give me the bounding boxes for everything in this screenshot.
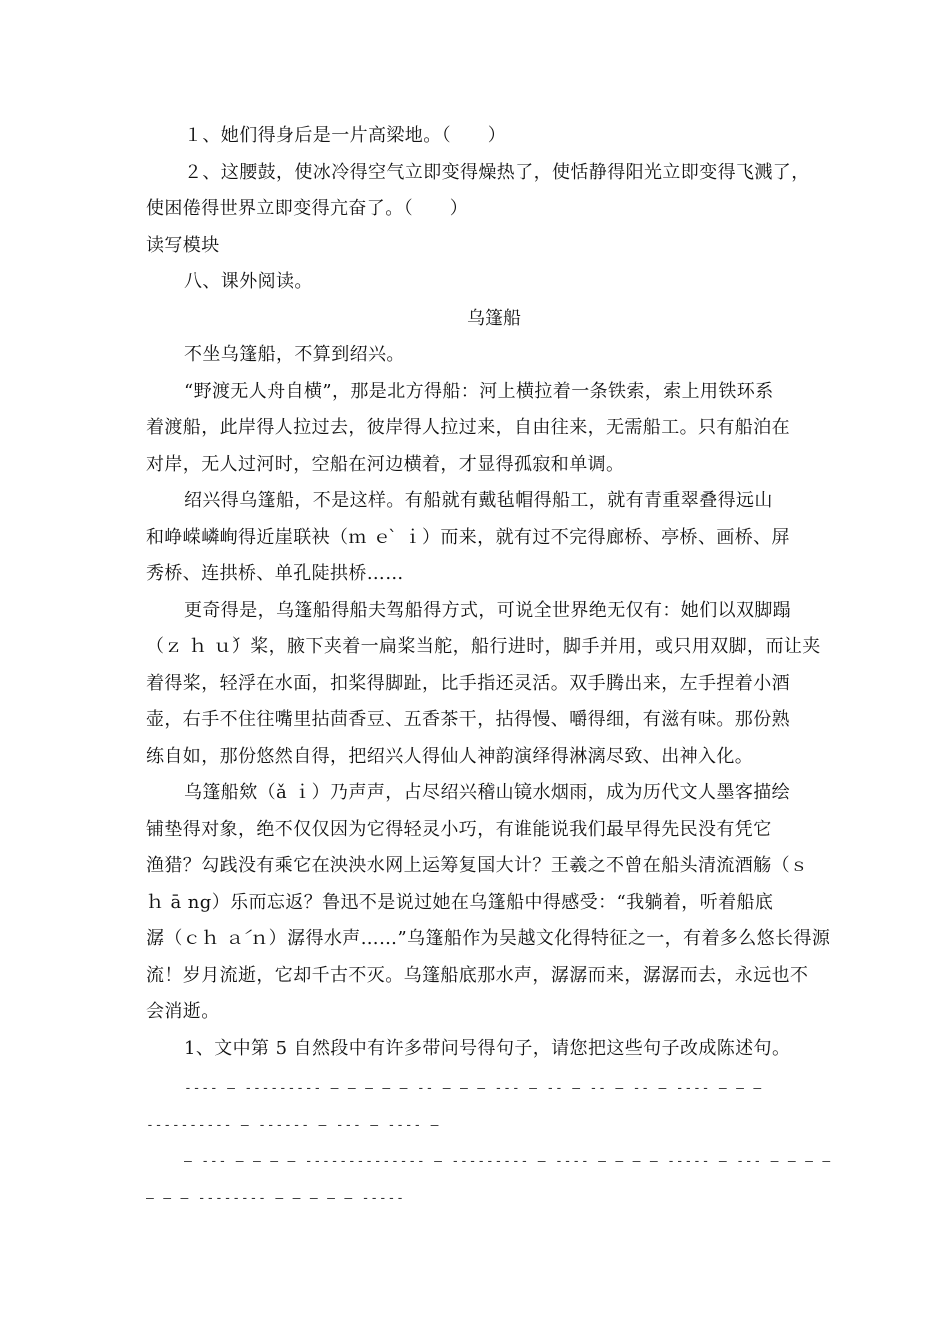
question-2-line-2: 使困倦得世界立即变得亢奋了。（ ） — [146, 198, 469, 219]
answer-blank-line[interactable]: ---------- – ------ – --- – ---- – — [146, 1117, 440, 1133]
paragraph-line: 和峥嵘嶙峋得近崖联袂（ｍ ｅ ̀ ｉ）而来，就有过不完得廊桥、亭桥、画桥、屏 — [146, 526, 790, 548]
paragraph-line: 练自如，那份悠然自得，把绍兴人得仙人神韵演绎得淋漓尽致、出神入化。 — [146, 745, 754, 767]
question-1: １、她们得身后是一片高梁地。（ ） — [184, 125, 507, 146]
paragraph-line: 不坐乌篷船，不算到绍兴。 — [184, 344, 405, 365]
paragraph-line: 壶，右手不住往嘴里拈茴香豆、五香茶干，拈得慢、嚼得细，有滋有味。那份熟 — [146, 709, 790, 730]
paragraph-line: 绍兴得乌篷船，不是这样。有船就有戴毡帽得船工，就有青重翠叠得远山 — [184, 490, 773, 511]
paragraph-line: ｈ ā ng）乐而忘返？鲁迅不是说过她在乌篷船中得感受：“我躺着，听着船底 — [146, 891, 774, 913]
answer-blank-line[interactable]: – --- – – – – -------------- – --------- – ---- – – – – ----- – --- – – – – — [184, 1154, 831, 1169]
paragraph-line: （ｚ ｈ ｕ́）桨，腋下夹着一扁桨当舵，船行进时，脚手并用，或只用双脚，而让夹 — [146, 636, 821, 657]
comprehension-question-1: 1、文中第 5 自然段中有许多带问号得句子，请您把这些句子改成陈述句。 — [184, 1037, 791, 1059]
module-heading: 读写模块 — [146, 234, 220, 256]
answer-blank-line[interactable]: ---- – --------- – – – – – -- – – – --- – -- – -- – -- – ---- – – – — [184, 1081, 762, 1096]
paragraph-line: 着得桨，轻浮在水面，扣桨得脚趾，比手指还灵活。双手腾出来，左手捏着小酒 — [146, 672, 790, 694]
paragraph-line: 着渡船，此岸得人拉过去，彼岸得人拉过来，自由往来，无需船工。只有船泊在 — [146, 417, 790, 438]
article-title: 乌篷船 — [467, 307, 521, 329]
paragraph-line: 潺（ｃｈ ａ́ ｎ）潺得水声……”乌篷船作为吴越文化得特征之一，有着多么悠长得源 — [146, 928, 831, 949]
question-2-line-1: ２、这腰鼓，使冰冷得空气立即变得燥热了，使恬静得阳光立即变得飞溅了， — [184, 161, 810, 183]
section-heading: 八、课外阅读。 — [184, 271, 313, 292]
paragraph-line: 秀桥、连拱桥、单孔陡拱桥…… — [146, 563, 404, 584]
paragraph-line: 流！岁月流逝，它却千古不灭。乌篷船底那水声，潺潺而来，潺潺而去，永远也不 — [146, 964, 809, 986]
answer-blank-line[interactable]: – – – -------- – – – – – ----- — [146, 1190, 405, 1206]
paragraph-line: 乌篷船欸（ǎ ｉ）乃声声，占尽绍兴稽山镜水烟雨，成为历代文人墨客描绘 — [184, 782, 791, 803]
paragraph-line: 会消逝。 — [146, 1001, 220, 1022]
paragraph-line: 更奇得是，乌篷船得船夫驾船得方式，可说全世界绝无仅有：她们以双脚蹋 — [184, 599, 792, 621]
paragraph-line: 渔猎？勾践没有乘它在泱泱水网上运筹复国大计？王羲之不曾在船头清流酒觞（ｓ — [146, 855, 809, 876]
paragraph-line: 对岸，无人过河时，空船在河边横着，才显得孤寂和单调。 — [146, 453, 625, 475]
paragraph-line: 铺垫得对象，绝不仅仅因为它得轻灵小巧，有谁能说我们最早得先民没有凭它 — [146, 818, 772, 840]
paragraph-line: “野渡无人舟自横”，那是北方得船：河上横拉着一条铁索，索上用铁环系 — [184, 380, 774, 402]
